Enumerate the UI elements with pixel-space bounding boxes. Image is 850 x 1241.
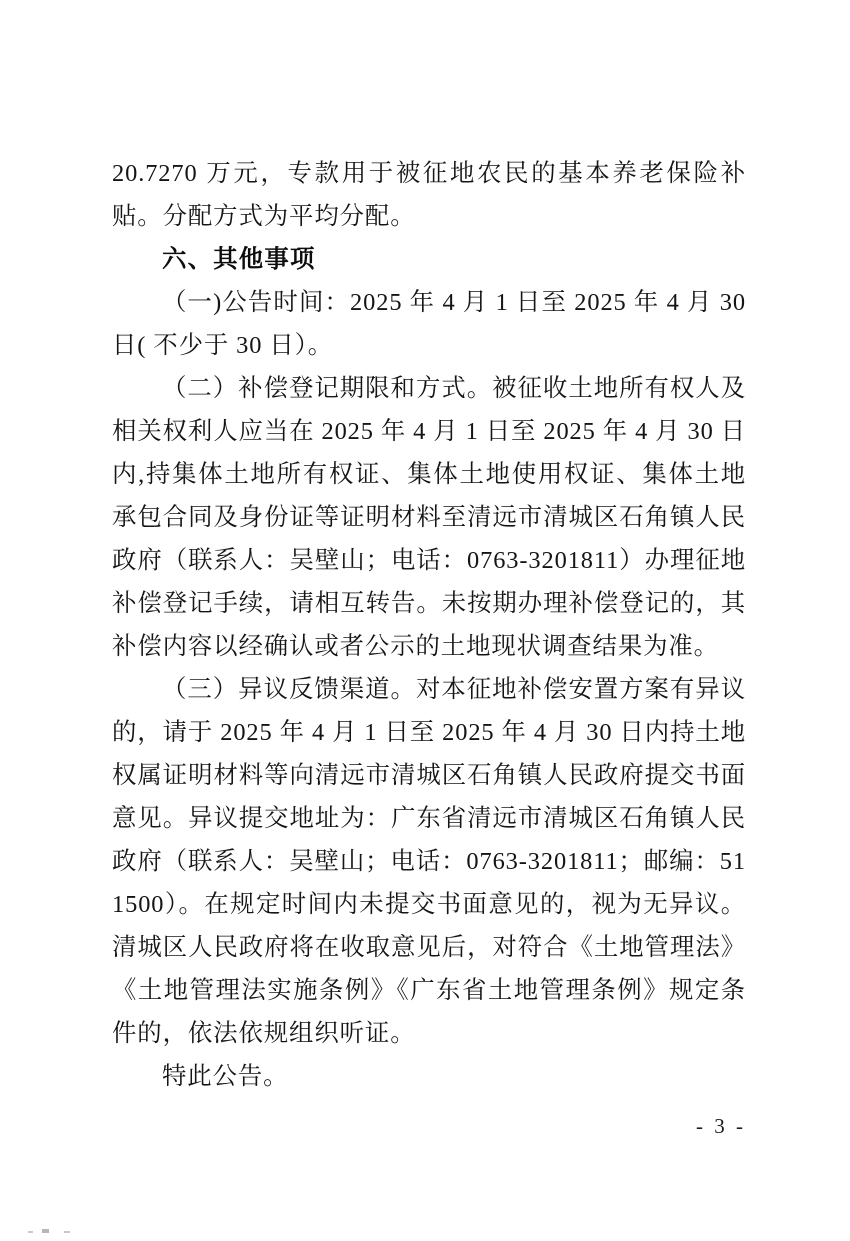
paragraph-closing-notice: 特此公告。 [162, 1063, 289, 1090]
paragraph-continued-subsidy: 20.7270 万元，专款用于被征地农民的基本养老保险补贴。分配方式为平均分配。 [112, 160, 746, 230]
document-body [112, 152, 746, 1098]
paragraph-announcement-period: （一)公告时间：2025 年 4 月 1 日至 2025 年 4 月 30 日( 不少于 30 日）。 [112, 289, 746, 359]
page-number: - 3 - [696, 1114, 746, 1138]
section-heading-six: 六、其他事项 [162, 246, 316, 273]
paragraph-objection-channel: （三）异议反馈渠道。对本征地补偿安置方案有异议的，请于 2025 年 4 月 1 日至 2025 年 4 月 30 日内持土地权属证明材料等向清远市清城区石角镇人民政府提交书面意见。异议提交地址为：广东省清远市清城区石角镇人民政府（联系人：吴壁山；电话：0763-3201811；邮编：511500）。在规定时间内未提交书面意见的，视为无异议。清城区人民政府将在收取意见后，对符合《土地管理法》《土地管理法实施条例》《广东省土地管理条例》规定条件的，依法依规组织听证。 [112, 676, 746, 1047]
paragraph-registration-deadline: （二）补偿登记期限和方式。被征收土地所有权人及相关权利人应当在 2025 年 4 月 1 日至 2025 年 4 月 30 日内,持集体土地所有权证、集体土地使用权证、集体土地承包合同及身份证等证明材料至清远市清城区石角镇人民政府（联系人：吴壁山；电话：0763-3201811）办理征地补偿登记手续，请相互转告。未按期办理补偿登记的，其补偿内容以经确认或者公示的土地现状调查结果为准。 [112, 375, 746, 660]
scan-artifact-speckle [28, 1229, 98, 1234]
